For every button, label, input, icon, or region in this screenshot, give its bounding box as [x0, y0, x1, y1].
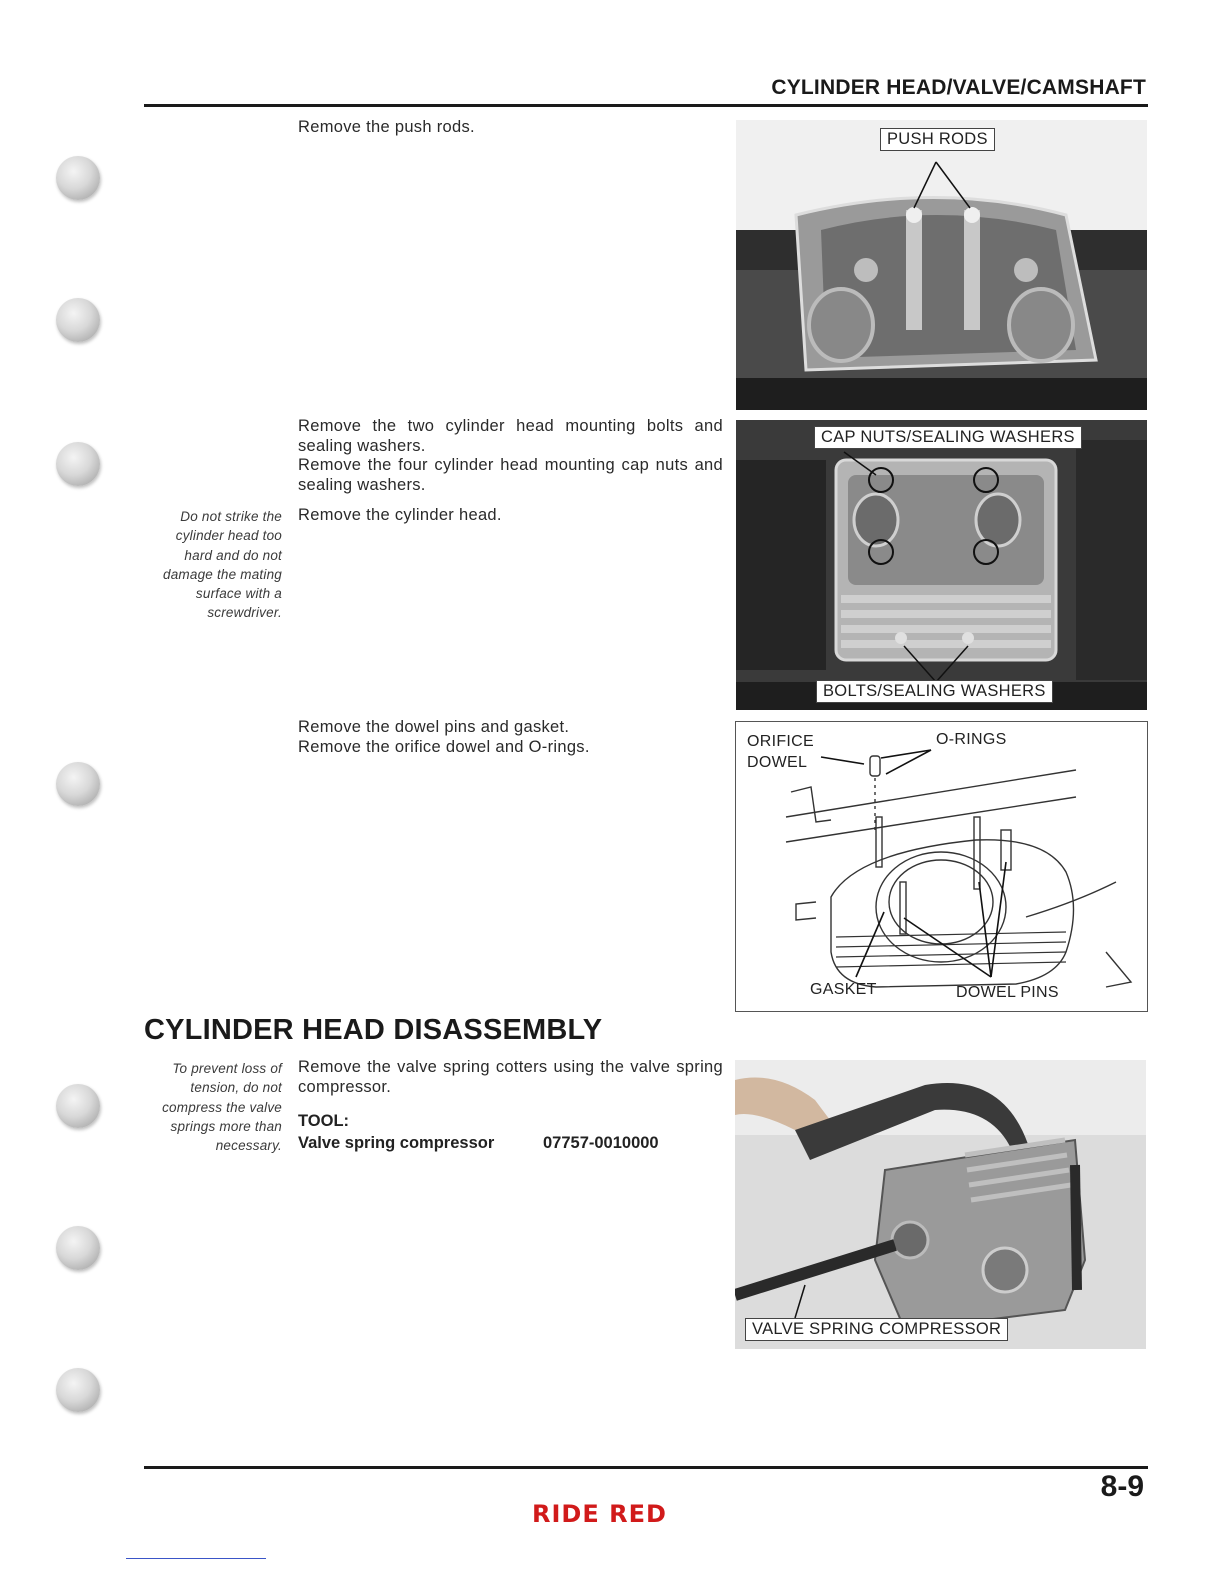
disassembly-instruction: Remove the valve spring cotters using the valve spring compressor. [298, 1058, 723, 1096]
section-title: CYLINDER HEAD/VALVE/CAMSHAFT [771, 76, 1146, 99]
footer-link-underline [126, 1558, 266, 1559]
disassembly-heading: CYLINDER HEAD DISASSEMBLY [144, 1014, 603, 1046]
cap-nuts-label: CAP NUTS/SEALING WASHERS [814, 426, 1082, 449]
ride-red-watermark: RIDE RED [532, 1500, 667, 1528]
step-head-bolts [298, 417, 723, 495]
cylinder-head-illustration [736, 420, 1147, 710]
step-dowel [298, 718, 718, 757]
binder-hole [56, 1084, 100, 1128]
bolts-label: BOLTS/SEALING WASHERS [816, 680, 1053, 703]
gasket-label: GASKET [810, 981, 877, 998]
step-head-bolts-2: Remove the four cylinder head mounting cap nuts and sealing washers. [298, 456, 723, 494]
step-push-rods: Remove the push rods. [298, 118, 475, 136]
compressor-label: VALVE SPRING COMPRESSOR [745, 1318, 1008, 1341]
step-head-bolts-1: Remove the two cylinder head mounting bolts and sealing washers. [298, 417, 723, 455]
tension-note: To prevent loss of tension, do not compress the valve springs more than necessary. [162, 1061, 282, 1154]
push-rods-illustration [736, 120, 1147, 410]
tool-name: Valve spring compressor [298, 1134, 495, 1152]
binder-hole [56, 1368, 100, 1412]
strike-note: Do not strike the cylinder head too hard and do not damage the mating surface with a screwdriver. [163, 509, 282, 621]
footer-rule [144, 1466, 1148, 1469]
tool-number: 07757-0010000 [543, 1134, 659, 1152]
tool-heading: TOOL: [298, 1112, 350, 1130]
binder-hole [56, 156, 100, 200]
step-dowel-2: Remove the orifice dowel and O-rings. [298, 737, 590, 756]
push-rods-label: PUSH RODS [880, 128, 995, 151]
dowel-diagram [735, 721, 1148, 1012]
dowel-pins-label: DOWEL PINS [956, 984, 1059, 1001]
step-remove-head: Remove the cylinder head. [298, 506, 502, 524]
page-number: 8-9 [1100, 1470, 1144, 1503]
valve-spring-compressor-photo [735, 1060, 1146, 1349]
push-rods-photo [736, 120, 1147, 410]
compressor-illustration [735, 1060, 1146, 1349]
binder-hole [56, 442, 100, 486]
binder-hole [56, 298, 100, 342]
binder-hole [56, 762, 100, 806]
binder-hole [56, 1226, 100, 1270]
header-rule [144, 104, 1148, 107]
cylinder-head-photo [736, 420, 1147, 710]
o-rings-label: O-RINGS [936, 731, 1007, 748]
orifice-label: ORIFICE DOWEL [747, 733, 814, 771]
step-dowel-1: Remove the dowel pins and gasket. [298, 718, 570, 736]
